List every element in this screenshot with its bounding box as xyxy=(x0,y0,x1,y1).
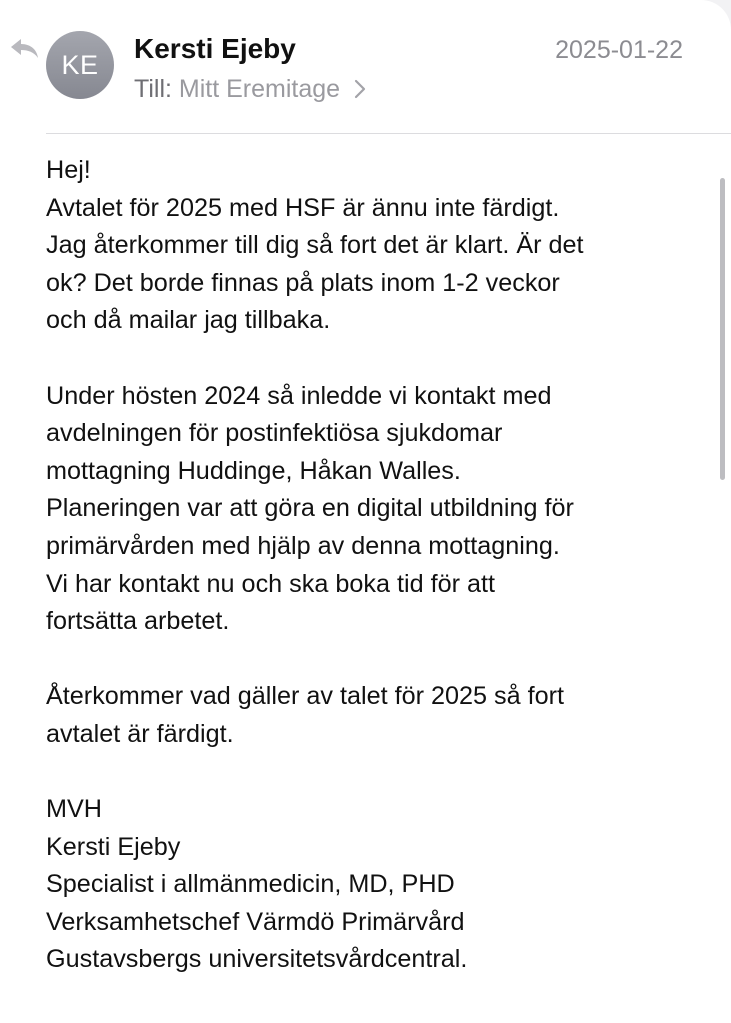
message-line: Under hösten 2024 så inledde vi kontakt med xyxy=(46,381,552,410)
message-line: mottagning Huddinge, Håkan Walles. xyxy=(46,456,461,485)
message-line: MVH xyxy=(46,795,102,824)
message-line: Återkommer vad gäller av talet för 2025 så fort xyxy=(46,682,564,711)
message-line: avdelningen för postinfektiösa sjukdomar xyxy=(46,419,503,448)
recipient-row[interactable] xyxy=(134,72,367,106)
message-line: Verksamhetschef Värmdö Primärvård xyxy=(46,907,465,936)
message-line: primärvården med hjälp av denna mottagning. xyxy=(46,531,560,560)
message-paragraph xyxy=(46,152,706,340)
message-line: Hej! xyxy=(46,156,91,184)
message-line: Planeringen var att göra en digital utbildning för xyxy=(46,494,574,523)
message-line: ok? Det borde finnas på plats inom 1-2 veckor xyxy=(46,268,560,297)
message-line: avtalet är färdigt. xyxy=(46,719,234,748)
message-line: fortsätta arbetet. xyxy=(46,607,230,636)
chevron-right-icon[interactable] xyxy=(353,74,367,94)
message-paragraph xyxy=(46,678,706,753)
message-line: Jag återkommer till dig så fort det är klart. Är det xyxy=(46,231,584,260)
message-line: Specialist i allmänmedicin, MD, PHD xyxy=(46,870,455,899)
message-line: Vi har kontakt nu och ska boka tid för att xyxy=(46,569,495,598)
message-paragraph xyxy=(46,791,706,979)
recipient-name[interactable]: Mitt Eremitage xyxy=(178,75,341,103)
message-line: och då mailar jag tillbaka. xyxy=(46,306,331,335)
header-divider xyxy=(46,133,731,134)
reply-arrow-icon[interactable] xyxy=(10,38,40,60)
to-label: Till: xyxy=(134,75,172,103)
message-line: Gustavsbergs universitetsvårdcentral. xyxy=(46,945,468,974)
sender-avatar[interactable]: KE xyxy=(46,31,114,99)
vertical-scrollbar[interactable] xyxy=(720,178,725,480)
message-line: Kersti Ejeby xyxy=(46,832,181,861)
message-line: Avtalet för 2025 med HSF är ännu inte färdigt. xyxy=(46,193,560,222)
message-date: 2025-01-22 xyxy=(555,36,683,64)
message-paragraph xyxy=(46,378,706,641)
message-body xyxy=(46,152,706,979)
sender-name[interactable]: Kersti Ejeby xyxy=(134,33,296,64)
